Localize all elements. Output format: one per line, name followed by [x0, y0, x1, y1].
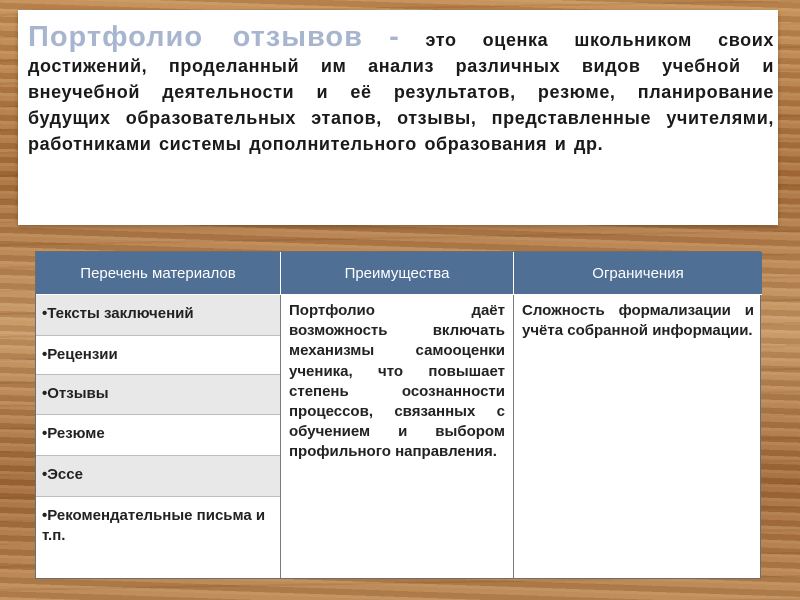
list-item — [36, 456, 280, 497]
intro-dash: - — [389, 21, 400, 53]
list-item — [36, 415, 280, 456]
portfolio-table — [35, 251, 761, 579]
intro-paragraph — [28, 21, 774, 157]
material-label: •Резюме — [42, 425, 105, 442]
material-label: •Эссе — [42, 466, 83, 483]
material-label: •Отзывы — [42, 385, 109, 402]
intro-card — [18, 10, 778, 225]
header-limitations: Ограничения — [514, 252, 763, 295]
list-item — [36, 375, 280, 415]
list-item — [36, 497, 280, 577]
header-materials: Перечень материалов — [36, 252, 281, 295]
materials-cell — [36, 295, 281, 579]
intro-term: Портфолио отзывов — [28, 21, 363, 53]
list-item — [36, 336, 280, 375]
advantages-cell — [281, 295, 514, 579]
intro-definition: это оценка школьником своих достижений, проделанный им анализ различных видов учебной и внеучебной деятельности и её результатов, резюме, планирование будущих образовательных этапов, отзывы, представленные учителями, работниками системы дополнительного образования и др. — [28, 30, 774, 154]
advantages-text: Портфолио даёт возможность включать механизмы самооценки ученика, что повышает степень осознанности процессов, связанных с обучением и выбором профильного направления. — [289, 302, 505, 461]
table-row — [36, 295, 762, 579]
header-advantages: Преимущества — [281, 252, 514, 295]
material-label: •Рецензии — [42, 346, 118, 363]
limitations-text: Сложность формализации и учёта собранной информации. — [522, 302, 754, 340]
limitations-cell — [514, 295, 763, 579]
material-label: •Тексты заключений — [42, 305, 194, 322]
list-item — [36, 295, 280, 336]
material-label: •Рекомендательные письма и т.п. — [42, 507, 266, 544]
table-header-row — [36, 252, 762, 295]
